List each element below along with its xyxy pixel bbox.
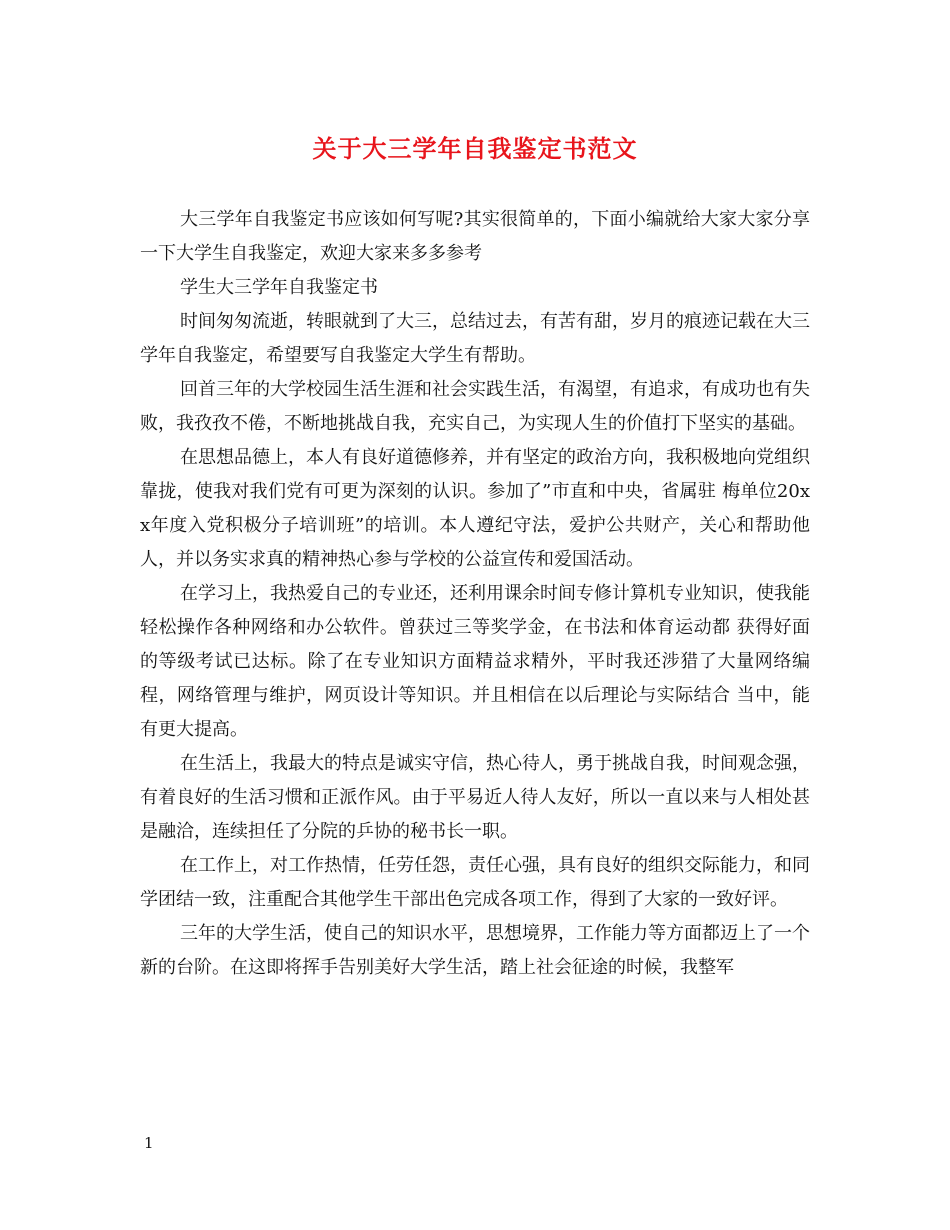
document-title: 关于大三学年自我鉴定书范文 (312, 135, 638, 163)
paragraph-work: 在工作上，对工作热情，任劳任怨，责任心强，具有良好的组织交际能力，和同学团结一致，注重配合其他学生干部出色完成各项工作，得到了大家的一致好评。 (140, 855, 810, 910)
page-number: 1 (144, 1134, 154, 1152)
paragraph-review: 回首三年的大学校园生活生涯和社会实践生活，有渴望，有追求，有成功也有失败，我孜孜不倦，不断地挑战自我，充实自己，为实现人生的价值打下坚实的基础。 (140, 379, 810, 434)
paragraph-intro: 大三学年自我鉴定书应该如何写呢?其实很简单的，下面小编就给大家大家分享一下大学生自我鉴定，欢迎大家来多多参考 (140, 209, 810, 264)
paragraph-life: 在生活上，我最大的特点是诚实守信，热心待人，勇于挑战自我，时间观念强，有着良好的生活习惯和正派作风。由于平易近人待人友好，所以一直以来与人相处甚是融洽，连续担任了分院的乒协的秘书长一职。 (140, 753, 810, 842)
paragraph-opening: 时间匆匆流逝，转眼就到了大三，总结过去，有苦有甜，岁月的痕迹记载在大三学年自我鉴定，希望要写自我鉴定大学生有帮助。 (140, 311, 810, 366)
paragraph-subtitle: 学生大三学年自我鉴定书 (180, 277, 378, 298)
paragraph-ideology: 在思想品德上，本人有良好道德修养，并有坚定的政治方向，我积极地向党组织靠拢，使我对我们党有可更为深刻的认识。参加了”市直和中央，省属驻 梅单位20xx年度入党积极分子培训班”的培训。本人遵纪守法，爱护公共财产，关心和帮助他人，并以务实求真的精神热心参与学校的公益宣传和爱国活动。 (140, 447, 810, 570)
document-body (140, 203, 810, 985)
paragraph-study: 在学习上，我热爱自己的专业还，还利用课余时间专修计算机专业知识，使我能轻松操作各种网络和办公软件。曾获过三等奖学金，在书法和体育运动都 获得好面的等级考试已达标。除了在专业知识方面精益求精外，平时我还涉猎了大量网络编程，网络管理与维护，网页设计等知识。并且相信在以后理论与实际结合 当中，能有更大提高。 (140, 583, 810, 740)
paragraph-summary: 三年的大学生活，使自己的知识水平，思想境界，工作能力等方面都迈上了一个新的台阶。在这即将挥手告别美好大学生活，踏上社会征途的时候，我整军 (140, 923, 810, 978)
